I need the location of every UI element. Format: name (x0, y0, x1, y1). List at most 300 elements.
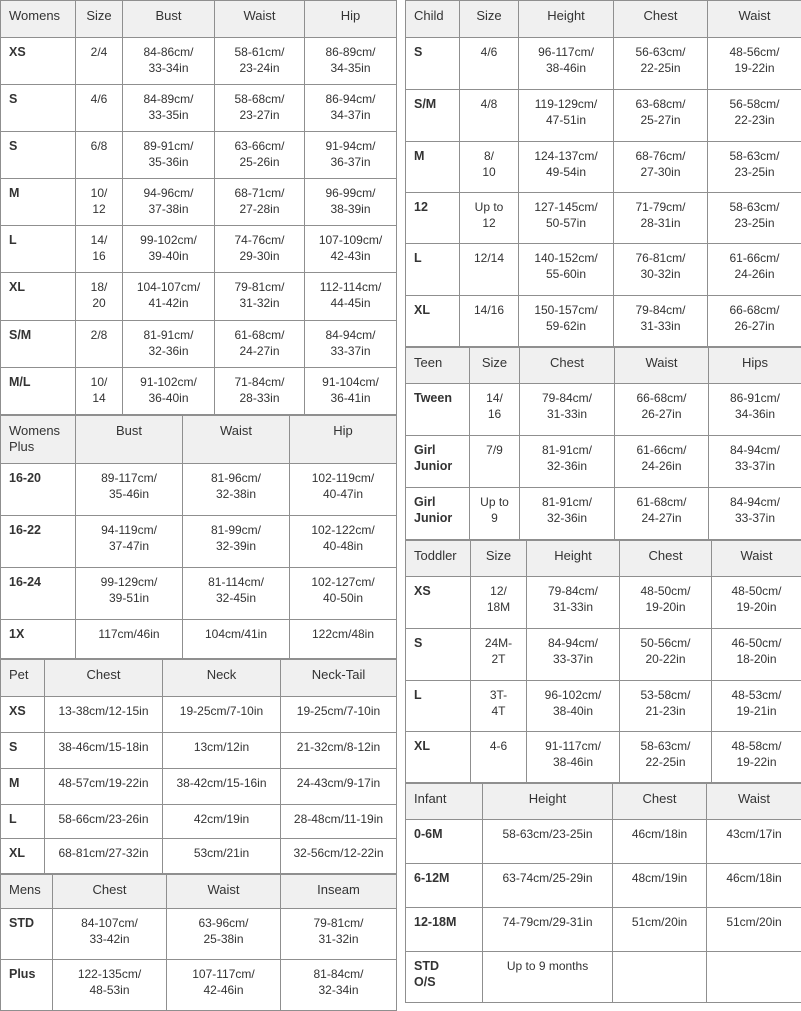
measurement-value: 19-25cm/7-10in (284, 703, 393, 719)
measurement-cell (163, 805, 281, 839)
measurement-value: 71-84cm/ 28-33in (218, 374, 301, 406)
measurement-value: 84-89cm/ 33-35in (126, 91, 211, 123)
column-header-inseam (281, 875, 397, 909)
measurement-cell (708, 38, 801, 90)
measurement-value: 96-99cm/ 38-39in (308, 185, 393, 217)
measurement-value: 14/ 16 (473, 390, 516, 422)
measurement-cell (620, 629, 712, 681)
column-header-label: Hip (293, 423, 393, 439)
measurement-value: 48cm/19in (616, 870, 703, 886)
measurement-cell (290, 568, 397, 620)
table-header-row (1, 416, 397, 464)
table-header-row (406, 348, 801, 384)
measurement-cell (483, 820, 613, 864)
table-row (1, 769, 397, 805)
column-header-child (406, 1, 460, 38)
measurement-cell (45, 769, 163, 805)
measurement-value: 48-57cm/19-22in (48, 775, 159, 791)
size-label: Tween (414, 390, 466, 406)
size-label: S (414, 44, 456, 60)
size-label-cell (1, 321, 76, 368)
measurement-cell (470, 488, 520, 540)
measurement-cell (305, 85, 397, 132)
infant-size-table (405, 783, 801, 1003)
measurement-value: 7/9 (473, 442, 516, 458)
measurement-value: 84-94cm/ 33-37in (308, 327, 393, 359)
measurement-value: 122cm/48in (293, 626, 393, 642)
size-label-cell (406, 732, 471, 783)
table-row (406, 244, 801, 296)
table-header-row (1, 875, 397, 909)
table-row (406, 681, 801, 732)
size-label: 6-12M (414, 870, 479, 886)
measurement-cell (163, 697, 281, 733)
column-header-label: Height (530, 548, 616, 564)
measurement-cell (712, 629, 801, 681)
right-column (405, 0, 801, 1003)
measurement-cell (215, 368, 305, 415)
size-label: XL (414, 738, 467, 754)
measurement-value: 107-117cm/ 42-46in (170, 966, 277, 998)
size-label-cell (1, 273, 76, 321)
size-label-cell (1, 516, 76, 568)
measurement-cell (123, 85, 215, 132)
column-header-label: Hip (308, 8, 393, 24)
size-label: STD (9, 915, 49, 931)
measurement-cell (45, 805, 163, 839)
table-row (1, 839, 397, 874)
table-row (406, 296, 801, 347)
column-header-label: Teen (414, 355, 466, 371)
measurement-cell (615, 488, 709, 540)
measurement-value: 4/8 (463, 96, 515, 112)
measurement-cell (620, 681, 712, 732)
measurement-value: 102-122cm/ 40-48in (293, 522, 393, 554)
measurement-cell (76, 179, 123, 226)
column-header-label: Chest (523, 355, 611, 371)
measurement-value: 58-61cm/ 23-24in (218, 44, 301, 76)
table-row (1, 321, 397, 368)
teen-size-table (405, 347, 801, 540)
measurement-value: 46cm/18in (710, 870, 798, 886)
measurement-value: 66-68cm/ 26-27in (711, 302, 798, 334)
measurement-value: 51cm/20in (616, 914, 703, 930)
measurement-cell (519, 244, 614, 296)
measurement-cell (707, 820, 801, 864)
measurement-value: 66-68cm/ 26-27in (618, 390, 705, 422)
table-row (406, 436, 801, 488)
measurement-cell (123, 321, 215, 368)
size-label: S/M (9, 327, 72, 343)
measurement-cell (305, 368, 397, 415)
size-label: STD O/S (414, 958, 479, 990)
measurement-cell (215, 132, 305, 179)
measurement-value: 28-48cm/11-19in (284, 811, 393, 827)
measurement-value: 56-58cm/ 22-23in (711, 96, 798, 128)
size-label-cell (1, 226, 76, 273)
measurement-value: 58-63cm/ 22-25in (623, 738, 708, 770)
measurement-value: 140-152cm/ 55-60in (522, 250, 610, 282)
measurement-value: 91-117cm/ 38-46in (530, 738, 616, 770)
measurement-cell (123, 38, 215, 85)
column-header-size (471, 541, 527, 577)
column-header-label: Hips (712, 355, 798, 371)
measurement-cell (76, 321, 123, 368)
column-header-hip (290, 416, 397, 464)
measurement-cell (460, 193, 519, 244)
measurement-value: 81-91cm/ 32-36in (523, 494, 611, 526)
measurement-cell (215, 179, 305, 226)
measurement-cell (281, 733, 397, 769)
size-label: XS (9, 703, 41, 719)
measurement-value: 24M- 2T (474, 635, 523, 667)
size-label: 0-6M (414, 826, 479, 842)
measurement-cell (712, 577, 801, 629)
column-header-label: Bust (126, 8, 211, 24)
size-label-cell (406, 193, 460, 244)
column-header-height (483, 784, 613, 820)
measurement-cell (305, 226, 397, 273)
measurement-cell (520, 384, 615, 436)
measurement-cell (471, 732, 527, 783)
size-label: 16-22 (9, 522, 72, 538)
measurement-value: 8/ 10 (463, 148, 515, 180)
measurement-value: 102-127cm/ 40-50in (293, 574, 393, 606)
table-header-row (406, 1, 801, 38)
column-header-womens (1, 1, 76, 38)
column-header-chest (613, 784, 707, 820)
table-header-row (1, 660, 397, 697)
table-row (1, 85, 397, 132)
measurement-value: 42cm/19in (166, 811, 277, 827)
size-label-cell (1, 697, 45, 733)
size-label-cell (1, 769, 45, 805)
measurement-cell (614, 296, 708, 347)
measurement-value: 119-129cm/ 47-51in (522, 96, 610, 128)
size-label: S/M (414, 96, 456, 112)
measurement-cell (215, 321, 305, 368)
measurement-cell (167, 909, 281, 960)
size-label-cell (406, 436, 470, 488)
size-label-cell (406, 488, 470, 540)
measurement-value: 61-66cm/ 24-26in (618, 442, 705, 474)
measurement-cell (483, 908, 613, 952)
measurement-value: 56-63cm/ 22-25in (617, 44, 704, 76)
measurement-value: 2/8 (79, 327, 119, 343)
table-row (406, 820, 801, 864)
measurement-value: 124-137cm/ 49-54in (522, 148, 610, 180)
column-header-label: Size (463, 8, 515, 24)
column-header-neck-tail (281, 660, 397, 697)
column-header-mens (1, 875, 53, 909)
size-label: L (414, 687, 467, 703)
measurement-value: 81-99cm/ 32-39in (186, 522, 286, 554)
measurement-value: 61-68cm/ 24-27in (218, 327, 301, 359)
measurement-cell (305, 321, 397, 368)
measurement-value: 13cm/12in (166, 739, 277, 755)
measurement-cell (519, 296, 614, 347)
measurement-value: 96-102cm/ 38-40in (530, 687, 616, 719)
column-header-womens-plus (1, 416, 76, 464)
column-header-label: Womens Plus (9, 423, 72, 455)
measurement-value: 63-68cm/ 25-27in (617, 96, 704, 128)
column-header-waist (167, 875, 281, 909)
measurement-cell (305, 38, 397, 85)
column-header-label: Mens (9, 882, 49, 898)
column-header-chest (45, 660, 163, 697)
measurement-value: 71-79cm/ 28-31in (617, 199, 704, 231)
measurement-value: 76-81cm/ 30-32in (617, 250, 704, 282)
size-label: S (9, 739, 41, 755)
measurement-cell (53, 960, 167, 1011)
measurement-value: 61-66cm/ 24-26in (711, 250, 798, 282)
measurement-cell (460, 38, 519, 90)
measurement-value: 94-119cm/ 37-47in (79, 522, 179, 554)
size-label: M (9, 775, 41, 791)
measurement-cell (708, 90, 801, 142)
column-header-chest (614, 1, 708, 38)
size-label: L (9, 232, 72, 248)
column-header-label: Bust (79, 423, 179, 439)
table-row (406, 142, 801, 193)
measurement-cell (471, 629, 527, 681)
column-header-label: Neck-Tail (284, 667, 393, 683)
toddler-size-table (405, 540, 801, 783)
column-header-waist (183, 416, 290, 464)
measurement-value: 53-58cm/ 21-23in (623, 687, 708, 719)
measurement-cell (123, 273, 215, 321)
column-header-label: Size (79, 8, 119, 24)
measurement-cell (167, 960, 281, 1011)
measurement-cell (281, 960, 397, 1011)
table-row (406, 629, 801, 681)
size-label: Girl Junior (414, 494, 466, 526)
measurement-value: 53cm/21in (166, 845, 277, 861)
measurement-cell (45, 733, 163, 769)
measurement-value: 58-68cm/ 23-27in (218, 91, 301, 123)
measurement-value: 21-32cm/8-12in (284, 739, 393, 755)
table-row (1, 516, 397, 568)
measurement-value: 63-66cm/ 25-26in (218, 138, 301, 170)
measurement-value: 6/8 (79, 138, 119, 154)
measurement-value: 150-157cm/ 59-62in (522, 302, 610, 334)
measurement-cell (470, 436, 520, 488)
measurement-value: 89-117cm/ 35-46in (79, 470, 179, 502)
table-row (1, 179, 397, 226)
measurement-value: 79-84cm/ 31-33in (530, 583, 616, 615)
size-label-cell (1, 733, 45, 769)
measurement-cell (123, 179, 215, 226)
table-row (1, 464, 397, 516)
column-header-size (76, 1, 123, 38)
size-label: XL (414, 302, 456, 318)
measurement-cell (76, 568, 183, 620)
size-label-cell (406, 142, 460, 193)
measurement-cell (76, 464, 183, 516)
table-row (406, 732, 801, 783)
column-header-label: Infant (414, 791, 479, 807)
measurement-value: 86-91cm/ 34-36in (712, 390, 798, 422)
measurement-value: 68-71cm/ 27-28in (218, 185, 301, 217)
measurement-value: Up to 9 (473, 494, 516, 526)
measurement-cell (76, 226, 123, 273)
measurement-cell (290, 620, 397, 659)
table-row (1, 960, 397, 1011)
measurement-cell (614, 38, 708, 90)
column-header-bust (123, 1, 215, 38)
measurement-value: 46-50cm/ 18-20in (715, 635, 798, 667)
measurement-cell (215, 273, 305, 321)
measurement-cell (709, 488, 801, 540)
size-label-cell (1, 464, 76, 516)
measurement-value: 74-76cm/ 29-30in (218, 232, 301, 264)
measurement-value: Up to 9 months (486, 958, 609, 974)
table-row (1, 697, 397, 733)
size-label-cell (406, 908, 483, 952)
column-header-waist (707, 784, 801, 820)
column-header-hip (305, 1, 397, 38)
measurement-value: 4-6 (474, 738, 523, 754)
measurement-value: 24-43cm/9-17in (284, 775, 393, 791)
measurement-value: 81-114cm/ 32-45in (186, 574, 286, 606)
measurement-value: 61-68cm/ 24-27in (618, 494, 705, 526)
table-row (1, 226, 397, 273)
column-header-hips (709, 348, 801, 384)
measurement-cell (471, 577, 527, 629)
column-header-label: Chest (56, 882, 163, 898)
measurement-cell (707, 952, 801, 1003)
measurement-value: 58-63cm/ 23-25in (711, 148, 798, 180)
measurement-value: 43cm/17in (710, 826, 798, 842)
size-label: XS (414, 583, 467, 599)
table-row (1, 368, 397, 415)
measurement-cell (305, 273, 397, 321)
measurement-value: 68-81cm/27-32in (48, 845, 159, 861)
size-label-cell (1, 38, 76, 85)
measurement-value: 48-56cm/ 19-22in (711, 44, 798, 76)
measurement-value: 84-86cm/ 33-34in (126, 44, 211, 76)
measurement-cell (709, 436, 801, 488)
table-row (406, 193, 801, 244)
measurement-value: 48-58cm/ 19-22in (715, 738, 798, 770)
column-header-label: Waist (218, 8, 301, 24)
measurement-cell (290, 464, 397, 516)
measurement-cell (123, 368, 215, 415)
measurement-cell (163, 733, 281, 769)
size-label: L (414, 250, 456, 266)
measurement-cell (460, 142, 519, 193)
measurement-value: 127-145cm/ 50-57in (522, 199, 610, 231)
measurement-cell (281, 769, 397, 805)
child-size-table (405, 0, 801, 347)
measurement-value: 18/ 20 (79, 279, 119, 311)
measurement-cell (707, 908, 801, 952)
measurement-value: 12/14 (463, 250, 515, 266)
measurement-value: 2/4 (79, 44, 119, 60)
measurement-cell (520, 488, 615, 540)
size-label: Plus (9, 966, 49, 982)
measurement-value: 10/ 12 (79, 185, 119, 217)
measurement-value: 104-107cm/ 41-42in (126, 279, 211, 311)
measurement-value: 84-107cm/ 33-42in (56, 915, 163, 947)
measurement-cell (483, 952, 613, 1003)
measurement-value: 48-50cm/ 19-20in (623, 583, 708, 615)
measurement-cell (708, 296, 801, 347)
measurement-cell (215, 85, 305, 132)
column-header-label: Waist (170, 882, 277, 898)
column-header-height (519, 1, 614, 38)
measurement-value: 4/6 (79, 91, 119, 107)
measurement-value: 79-84cm/ 31-33in (617, 302, 704, 334)
measurement-cell (45, 839, 163, 874)
size-label-cell (406, 681, 471, 732)
column-header-label: Inseam (284, 882, 393, 898)
measurement-value: 46cm/18in (616, 826, 703, 842)
measurement-cell (708, 244, 801, 296)
measurement-value: 81-91cm/ 32-36in (126, 327, 211, 359)
measurement-value: 4/6 (463, 44, 515, 60)
size-label: 16-24 (9, 574, 72, 590)
measurement-cell (76, 516, 183, 568)
size-label-cell (406, 952, 483, 1003)
measurement-cell (483, 864, 613, 908)
measurement-cell (613, 820, 707, 864)
measurement-value: Up to 12 (463, 199, 515, 231)
table-row (406, 488, 801, 540)
column-header-label: Waist (711, 8, 798, 24)
measurement-value: 122-135cm/ 48-53in (56, 966, 163, 998)
column-header-waist (215, 1, 305, 38)
size-label: XL (9, 845, 41, 861)
measurement-cell (305, 179, 397, 226)
measurement-cell (527, 732, 620, 783)
size-label-cell (1, 839, 45, 874)
table-row (1, 620, 397, 659)
size-label: L (9, 811, 41, 827)
measurement-value: 14/16 (463, 302, 515, 318)
table-row (406, 384, 801, 436)
measurement-value: 99-129cm/ 39-51in (79, 574, 179, 606)
measurement-cell (183, 568, 290, 620)
column-header-label: Waist (186, 423, 286, 439)
measurement-cell (76, 368, 123, 415)
measurement-cell (527, 629, 620, 681)
measurement-value: 63-96cm/ 25-38in (170, 915, 277, 947)
column-header-toddler (406, 541, 471, 577)
column-header-label: Waist (618, 355, 705, 371)
measurement-cell (620, 577, 712, 629)
measurement-value: 58-63cm/23-25in (486, 826, 609, 842)
size-label-cell (406, 629, 471, 681)
table-row (406, 38, 801, 90)
size-label-cell (406, 90, 460, 142)
column-header-label: Chest (623, 548, 708, 564)
measurement-cell (712, 681, 801, 732)
size-label-cell (1, 179, 76, 226)
table-row (406, 90, 801, 142)
measurement-cell (708, 142, 801, 193)
measurement-cell (615, 384, 709, 436)
measurement-value: 86-89cm/ 34-35in (308, 44, 393, 76)
measurement-value: 79-81cm/ 31-32in (218, 279, 301, 311)
size-label-cell (1, 368, 76, 415)
left-column (0, 0, 396, 1011)
measurement-cell (305, 132, 397, 179)
measurement-cell (519, 193, 614, 244)
column-header-chest (620, 541, 712, 577)
column-header-chest (53, 875, 167, 909)
column-header-infant (406, 784, 483, 820)
